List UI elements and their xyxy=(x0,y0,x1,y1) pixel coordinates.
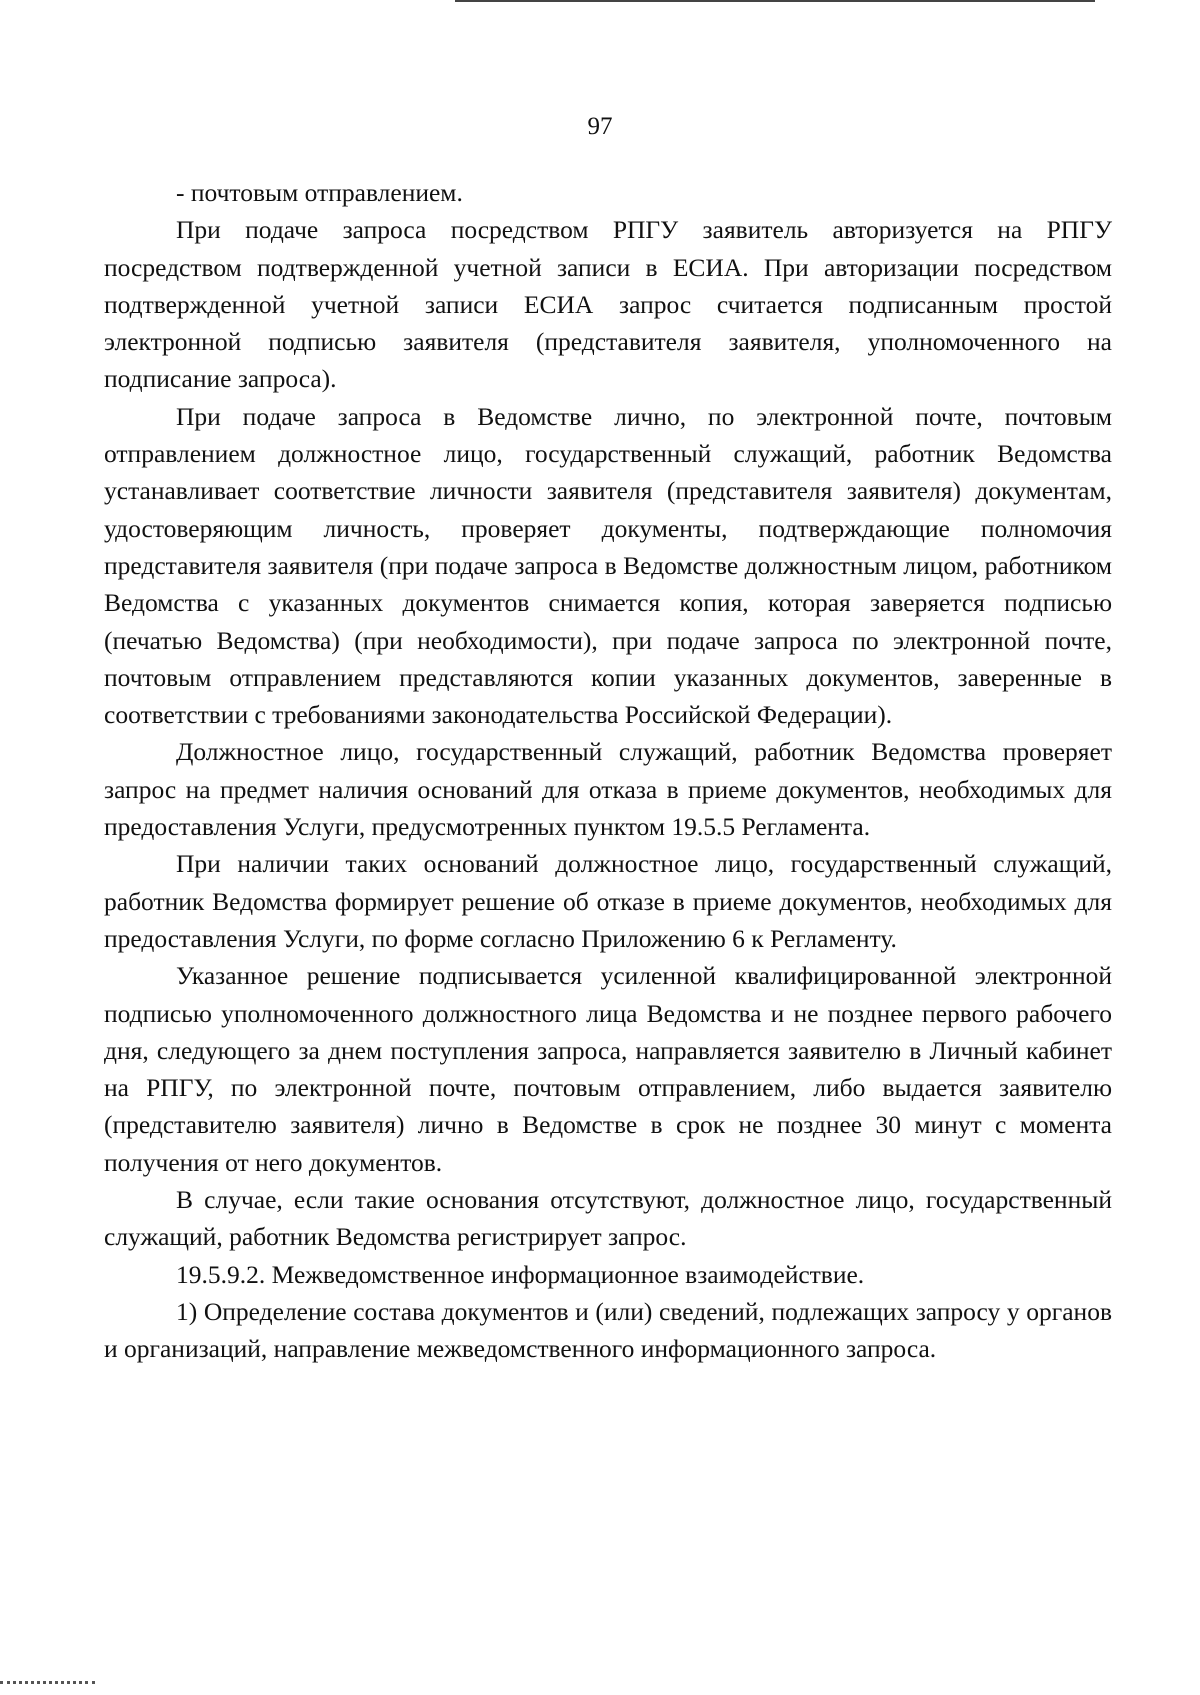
paragraph-request-check: Должностное лицо, государственный служащий, работник Ведомства проверяет запрос на предмет наличия оснований для отказа в приеме документов, необходимых для предоставления Услуги, предусмотренных пунктом 19.5.5 Регламента. xyxy=(104,737,1112,842)
page-number: 97 xyxy=(587,113,613,140)
section-heading-19-5-9-2: 19.5.9.2. Межведомственное информационное взаимодействие. xyxy=(176,1259,865,1289)
paragraph-rpgu-authorization: При подаче запроса посредством РПГУ заявитель авторизуется на РПГУ посредством подтвержденной учетной записи в ЕСИА. При авторизации посредством подтвержденной учетной записи ЕСИА запрос считается подписанным простой электронной подписью заявителя (представителя заявителя, уполномоченного на подписание запроса). xyxy=(104,215,1112,394)
scan-bottom-edge-mark xyxy=(0,1681,95,1687)
paragraph-decision-signing: Указанное решение подписывается усиленной квалифицированной электронной подписью уполномоченного должностного лица Ведомства и не позднее первого рабочего дня, следующего за днем поступления запроса, направляется заявителю в Личный кабинет на РПГУ, по электронной почте, почтовым отправлением, либо выдается заявителю (представителю заявителя) лично в Ведомстве в срок не позднее 30 минут с момента получения от него документов. xyxy=(104,961,1112,1177)
paragraph-postal-delivery: - почтовым отправлением. xyxy=(176,178,463,207)
scan-top-edge-line xyxy=(455,0,1095,2)
paragraph-refusal-decision: При наличии таких оснований должностное лицо, государственный служащий, работник Ведомства формирует решение об отказе в приеме документов, необходимых для предоставления Услуги, по форме согласно Приложению 6 к Регламенту. xyxy=(104,849,1112,953)
paragraph-item-1: 1) Определение состава документов и (или) сведений, подлежащих запросу у органов и организаций, направление межведомственного информационного запроса. xyxy=(104,1296,1112,1364)
document-body xyxy=(104,174,1112,1368)
paragraph-in-person-submission: При подаче запроса в Ведомстве лично, по электронной почте, почтовым отправлением должностное лицо, государственный служащий, работник Ведомства устанавливает соответствие личности заявителя (представителя заявителя) документам, удостоверяющим личность, проверяет документы, подтверждающие полномочия представителя заявителя (при подаче запроса в Ведомстве должностным лицом, работником Ведомства с указанных документов снимается копия, которая заверяется подписью (печатью Ведомства) (при необходимости), при подаче запроса по электронной почте, почтовым отправлением представляются копии указанных документов, заверенные в соответствии с требованиями законодательства Российской Федерации). xyxy=(104,401,1112,730)
paragraph-registration: В случае, если такие основания отсутствуют, должностное лицо, государственный служащий, работник Ведомства регистрирует запрос. xyxy=(104,1185,1112,1252)
